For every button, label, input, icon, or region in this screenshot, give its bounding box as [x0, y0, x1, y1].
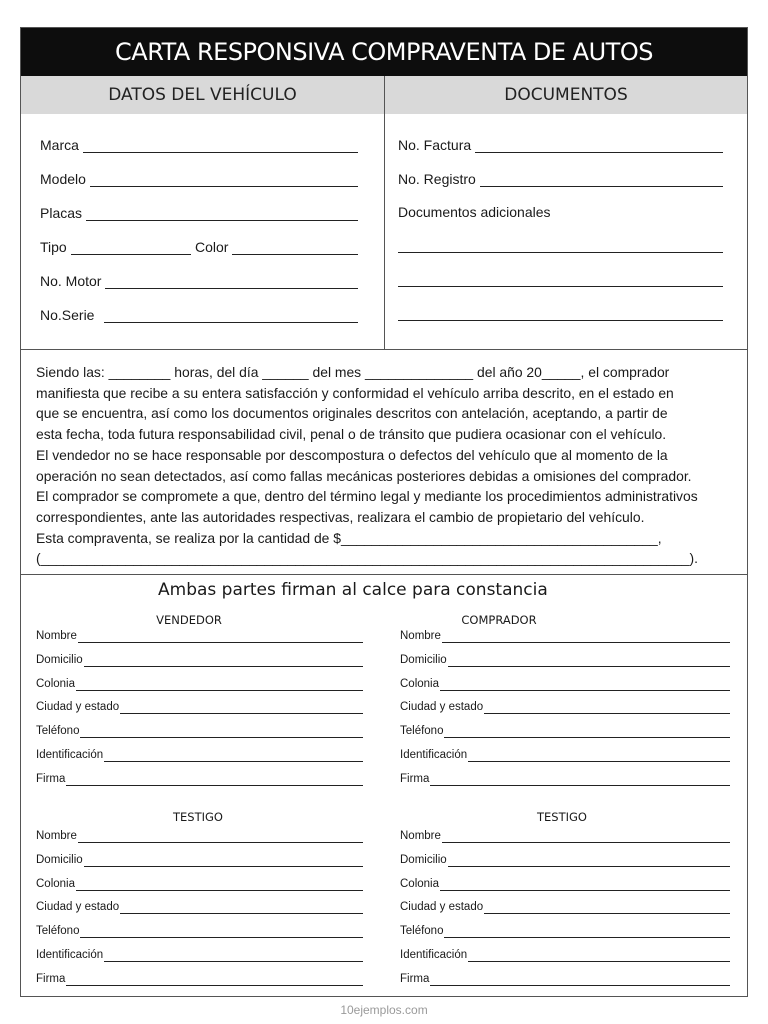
paragraph-line: Esta compraventa, se realiza por la cantidad de $_________________________________________, [36, 529, 662, 546]
sign-field[interactable] [400, 828, 730, 843]
sign-field-line[interactable] [76, 680, 363, 691]
sign-field-line[interactable] [448, 656, 730, 667]
field-factura[interactable] [398, 135, 723, 153]
sign-field-label: Colonia [36, 877, 75, 890]
sign-field-line[interactable] [430, 975, 730, 986]
page-title: CARTA RESPONSIVA COMPRAVENTA DE AUTOS [21, 28, 747, 76]
sign-field-line[interactable] [120, 903, 363, 914]
sign-field-label: Domicilio [400, 853, 447, 866]
role-testigo-right: TESTIGO [537, 810, 587, 824]
label-color: Color [195, 239, 229, 255]
sign-field-label: Ciudad y estado [400, 701, 484, 714]
sign-field[interactable] [400, 747, 730, 762]
sign-field-line[interactable] [66, 975, 363, 986]
paragraph-line: que se encuentra, así como los documentos originales descritos con antelación, aceptando, a partir de [36, 405, 668, 422]
field-serie[interactable] [40, 305, 358, 323]
sign-field[interactable] [36, 652, 363, 667]
sign-field-line[interactable] [448, 856, 730, 867]
sign-field-label: Identificación [36, 749, 104, 761]
sign-field-label: Nombre [400, 830, 441, 842]
sign-field-line[interactable] [442, 632, 730, 643]
role-vendedor: VENDEDOR [156, 613, 222, 627]
paragraph-line: manifiesta que recibe a su entera satisfacción y conformidad el vehículo arriba descrito, en el estado en [36, 384, 674, 401]
role-comprador: COMPRADOR [461, 613, 537, 627]
field-registro[interactable] [398, 169, 723, 187]
sign-field[interactable] [400, 652, 730, 667]
footer-credit: 10ejemplos.com [340, 1003, 428, 1017]
sign-field-line[interactable] [440, 680, 730, 691]
agreement-text [36, 362, 736, 569]
divider-top [21, 349, 747, 350]
sign-field[interactable] [400, 852, 730, 867]
paragraph-line: Siendo las: ________ horas, del día ______ del mes ______________ del año 20_____, el comprador [36, 364, 670, 380]
field-placas[interactable] [40, 203, 358, 221]
sign-field[interactable] [400, 676, 730, 691]
sign-field-line[interactable] [484, 903, 730, 914]
label-modelo: Modelo [40, 171, 86, 187]
label-factura: No. Factura [398, 137, 472, 153]
sign-field-label: Nombre [400, 630, 441, 642]
paragraph-line: esta fecha, toda futura responsabilidad civil, penal o de tránsito que pudiera ocasionar con el vehículo. [36, 426, 667, 443]
label-serie: No.Serie [40, 307, 95, 323]
sign-field[interactable] [400, 899, 730, 914]
sign-field-line[interactable] [66, 775, 363, 786]
sign-field-label: Domicilio [36, 653, 83, 666]
sign-field-label: Domicilio [400, 653, 447, 666]
sign-field-line[interactable] [430, 775, 730, 786]
field-marca[interactable] [40, 135, 358, 153]
sign-field-label: Identificación [36, 949, 104, 961]
role-testigo-left: TESTIGO [173, 810, 223, 824]
form [20, 27, 748, 997]
sign-field-line[interactable] [104, 751, 363, 762]
sign-field[interactable] [36, 971, 363, 986]
sign-field-label: Firma [36, 772, 66, 785]
sign-field[interactable] [36, 628, 363, 643]
sign-field[interactable] [36, 947, 363, 962]
sign-field-label: Teléfono [400, 725, 444, 738]
sign-field[interactable] [400, 923, 730, 938]
sign-field[interactable] [36, 747, 363, 762]
sign-field-label: Firma [400, 972, 430, 985]
sign-field[interactable] [36, 899, 363, 914]
divider-middle [21, 574, 747, 575]
field-color[interactable] [195, 237, 358, 255]
adicionales-line-3[interactable] [398, 320, 723, 321]
sign-field-label: Identificación [400, 749, 468, 761]
sign-field-line[interactable] [484, 703, 730, 714]
sign-field-label: Colonia [36, 677, 75, 690]
sign-field-label: Nombre [36, 630, 77, 642]
sign-field-line[interactable] [76, 880, 363, 891]
sign-field[interactable] [36, 699, 363, 714]
sign-field-label: Colonia [400, 677, 439, 690]
sign-field-line[interactable] [468, 951, 730, 962]
sign-field[interactable] [400, 628, 730, 643]
sign-field-label: Ciudad y estado [36, 701, 120, 714]
column-divider [384, 76, 385, 349]
sign-field[interactable] [36, 723, 363, 738]
adicionales-line-1[interactable] [398, 252, 723, 253]
sign-field[interactable] [36, 852, 363, 867]
sign-field[interactable] [36, 828, 363, 843]
label-placas: Placas [40, 205, 83, 221]
paragraph-line: (____________________________________________________________________________________). [36, 550, 699, 567]
sign-field[interactable] [36, 923, 363, 938]
field-tipo[interactable] [40, 237, 191, 255]
paragraph-line: correspondientes, ante las autoridades respectivas, realizara el cambio de propietario del vehículo. [36, 508, 645, 525]
sign-field[interactable] [400, 971, 730, 986]
sign-field[interactable] [400, 771, 730, 786]
sign-field-label: Teléfono [36, 925, 80, 938]
label-motor: No. Motor [40, 273, 102, 289]
documents-heading: DOCUMENTOS [385, 76, 747, 114]
sign-field-line[interactable] [442, 832, 730, 843]
sign-field-label: Firma [400, 772, 430, 785]
sign-field[interactable] [400, 876, 730, 891]
sign-field-line[interactable] [84, 656, 363, 667]
sign-field[interactable] [36, 876, 363, 891]
field-motor[interactable] [40, 271, 358, 289]
sign-field-label: Teléfono [400, 925, 444, 938]
paragraph-line: El vendedor no se hace responsable por descompostura o defectos del vehículo que al momento de la [36, 446, 668, 463]
paragraph-line: El comprador se compromete a que, dentro del término legal y mediante los procedimientos administrativos [36, 488, 698, 505]
sign-field-line[interactable] [468, 751, 730, 762]
sign-field[interactable] [400, 947, 730, 962]
sign-field-label: Ciudad y estado [36, 901, 120, 914]
sign-field-line[interactable] [104, 951, 363, 962]
label-adicionales: Documentos adicionales [398, 204, 551, 220]
paragraph-line: operación no sean detectados, así como fallas mecánicas posteriores debidas a omisiones del comprador. [36, 467, 692, 484]
label-tipo: Tipo [40, 239, 67, 255]
sign-field-label: Colonia [400, 877, 439, 890]
sign-field-line[interactable] [78, 632, 363, 643]
sign-field-label: Identificación [400, 949, 468, 961]
signature-title: Ambas partes firman al calce para constancia [158, 580, 548, 600]
sign-field-line[interactable] [78, 832, 363, 843]
sign-field-label: Nombre [36, 830, 77, 842]
sign-field[interactable] [36, 676, 363, 691]
field-modelo[interactable] [40, 169, 358, 187]
sign-field-line[interactable] [84, 856, 363, 867]
sign-field-label: Domicilio [36, 853, 83, 866]
sign-field-label: Firma [36, 972, 66, 985]
sign-field[interactable] [400, 723, 730, 738]
sign-field[interactable] [400, 699, 730, 714]
sign-field[interactable] [36, 771, 363, 786]
label-registro: No. Registro [398, 171, 476, 187]
sign-field-line[interactable] [444, 927, 730, 938]
sign-field-line[interactable] [440, 880, 730, 891]
sign-field-line[interactable] [444, 727, 730, 738]
sign-field-line[interactable] [80, 927, 363, 938]
label-marca: Marca [40, 137, 79, 153]
sign-field-label: Ciudad y estado [400, 901, 484, 914]
sign-field-line[interactable] [120, 703, 363, 714]
vehicle-heading: DATOS DEL VEHÍCULO [21, 76, 384, 114]
sign-field-label: Teléfono [36, 725, 80, 738]
adicionales-line-2[interactable] [398, 286, 723, 287]
sign-field-line[interactable] [80, 727, 363, 738]
